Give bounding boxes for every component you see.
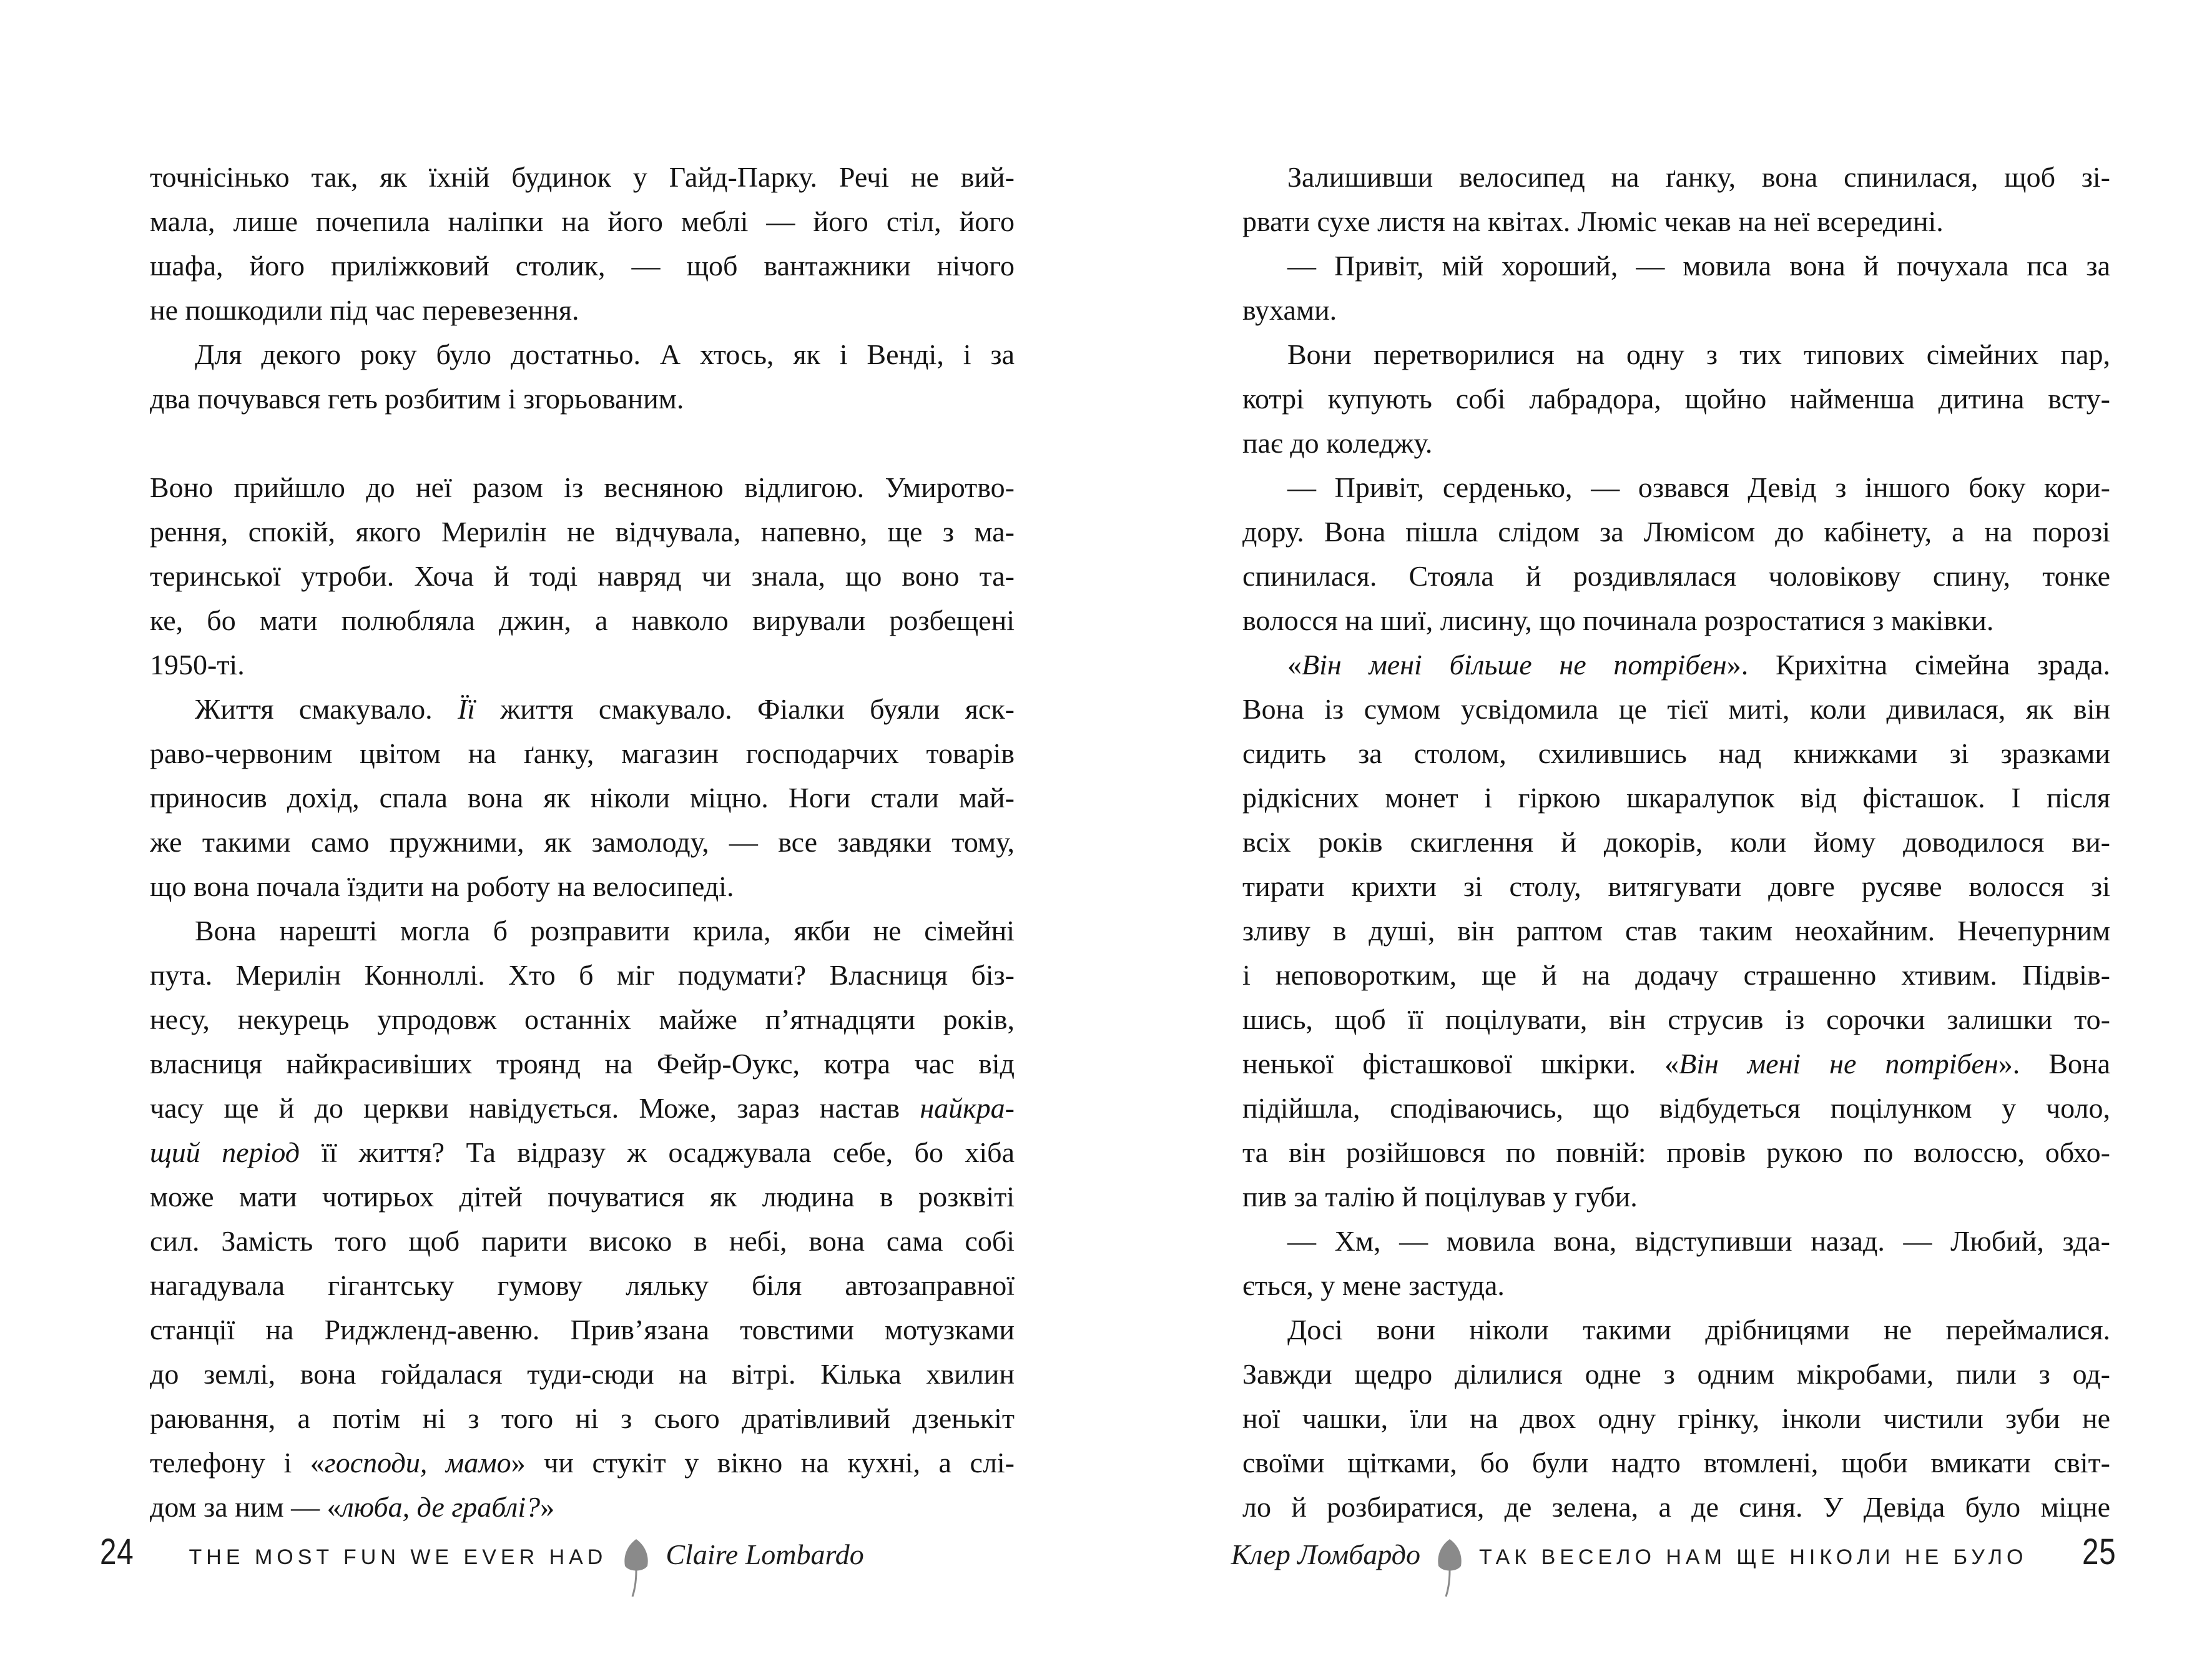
left-page-footer [100, 1531, 864, 1587]
text-line: тирати крихти зі столу, витягувати довге русяве волосся зі [1242, 870, 2110, 902]
text-line: сидить за столом, схилившись над книжками зі зразками [1242, 737, 2110, 769]
text-line: своїми щітками, бо були надто втомлені, щоби вмикати світ- [1242, 1447, 2110, 1479]
text-line: котрі купують собі лабрадора, щойно найменша дитина всту- [1242, 383, 2110, 415]
ginkgo-leaf-icon [1435, 1538, 1464, 1598]
page-number-left: 24 [100, 1532, 134, 1572]
text-line: рення, спокій, якого Мерилін не відчувала, напевно, ще з ма- [150, 516, 1015, 548]
text-line: Завжди щедро ділилися одне з одним мікробами, пили з од- [1242, 1358, 2110, 1390]
text-line: Воно прийшло до неї разом із весняною відлигою. Умиротво- [150, 471, 1015, 503]
text-line: ке, бо мати полюбляла джин, а навколо вирували розбещені [150, 604, 1015, 636]
text-line: станції на Риджленд-авеню. Прив’язана товстими мотузками [150, 1314, 1015, 1346]
text-line: підійшла, сподіваючись, що відбудеться поцілунком у чоло, [1242, 1092, 2110, 1124]
text-line: Вона нарешті могла б розправити крила, якби не сімейні [195, 915, 1015, 947]
text-line: ненької фісташкової шкірки. «Він мені не потрібен». Вона [1242, 1048, 2110, 1080]
text-line: не пошкодили під час перевезення. [150, 294, 579, 326]
text-line: що вона почала їздити на роботу на велосипеді. [150, 870, 734, 902]
text-line: нагадувала гігантську гумову ляльку біля автозаправної [150, 1269, 1015, 1301]
text-line: може мати чотирьох дітей почуватися як людина в розквіті [150, 1181, 1015, 1213]
text-line: ло й розбиратися, де зелена, а де синя. У Девіда було міцне [1242, 1491, 2110, 1523]
text-line: раво-червоним цвітом на ґанку, магазин господарчих товарів [150, 737, 1015, 769]
footer-author-en: Claire Lombardo [666, 1538, 864, 1570]
text-line: шафа, його приліжковий столик, — щоб вантажники нічого [150, 250, 1015, 282]
text-line: «Він мені більше не потрібен». Крихітна сімейна зрада. [1287, 649, 2110, 681]
text-line: пив за талію й поцілував у губи. [1242, 1181, 1638, 1213]
text-line: — Привіт, серденько, — озвався Девід з іншого боку кори- [1287, 471, 2110, 503]
text-line: та він розійшовся по повній: провів рукою по волоссю, обхо- [1242, 1136, 2110, 1168]
footer-book-title-uk: ТАК ВЕСЕЛО НАМ ЩЕ НІКОЛИ НЕ БУЛО [1479, 1545, 2028, 1569]
right-page-footer [1231, 1531, 2116, 1587]
text-line: власниця найкрасивіших троянд на Фейр-Оукс, котра час від [150, 1048, 1015, 1080]
text-line: зливу в душі, він раптом став таким неохайним. Нечепурним [1242, 915, 2110, 947]
text-line: — Хм, — мовила вона, відступивши назад. — Любий, зда- [1287, 1225, 2110, 1257]
text-line: всіх років скиглення й докорів, коли йому доводилося ви- [1242, 826, 2110, 858]
text-line: теринської утроби. Хоча й тоді навряд чи знала, що воно та- [150, 560, 1015, 592]
page-number-right: 25 [2082, 1532, 2116, 1572]
text-line: два почувався геть розбитим і згорьованим. [150, 383, 684, 415]
text-line: Досі вони ніколи такими дрібницями не переймалися. [1287, 1314, 2110, 1346]
text-line: 1950-ті. [150, 649, 245, 681]
left-page-text [150, 155, 1015, 1529]
text-line: пає до коледжу. [1242, 427, 1433, 459]
text-line: Залишивши велосипед на ґанку, вона спинилася, щоб зі- [1287, 161, 2110, 193]
ginkgo-leaf-icon [622, 1538, 651, 1598]
text-line: рідкісних монет і гіркою шкаралупок від фісташок. І після [1242, 782, 2110, 814]
text-line: же такими само пружними, як замолоду, — все завдяки тому, [150, 826, 1015, 858]
text-line: Для декого року було достатньо. А хтось, як і Венді, і за [195, 338, 1015, 370]
text-line: пута. Мерилін Конноллі. Хто б міг подумати? Власниця біз- [150, 959, 1015, 991]
text-line: — Привіт, мій хороший, — мовила вона й почухала пса за [1287, 250, 2110, 282]
right-page [1106, 0, 2212, 1659]
text-line: дору. Вона пішла слідом за Люмісом до кабінету, а на порозі [1242, 516, 2110, 548]
text-line: спинилася. Стояла й роздивлялася чоловікову спину, тонке [1242, 560, 2110, 592]
text-line: мала, лише почепила наліпки на його меблі — його стіл, його [150, 205, 1015, 237]
text-line: волосся на шиї, лисину, що починала розростатися з маківки. [1242, 604, 1994, 636]
text-line: Життя смакувало. Її життя смакувало. Фіалки буяли яск- [195, 693, 1015, 725]
text-line: шись, щоб її поцілувати, він струсив із сорочки залишки то- [1242, 1003, 2110, 1035]
text-line: сил. Замість того щоб парити високо в небі, вона сама собі [150, 1225, 1015, 1257]
right-page-text [1242, 155, 2110, 1529]
text-line: щий період її життя? Та відразу ж осаджувала себе, бо хіба [150, 1136, 1015, 1168]
text-line: раювання, а потім ні з того ні з сього дратівливий дзенькіт [150, 1402, 1015, 1434]
footer-author-uk: Клер Ломбардо [1231, 1538, 1420, 1570]
text-line: приносив дохід, спала вона як ніколи міцно. Ноги стали май- [150, 782, 1015, 814]
text-line: вухами. [1242, 294, 1337, 326]
text-line: дом за ним — «люба, де граблі?» [150, 1491, 555, 1523]
footer-book-title-en: THE MOST FUN WE EVER HAD [189, 1545, 607, 1569]
text-line: ється, у мене застуда. [1242, 1269, 1505, 1301]
text-line: до землі, вона гойдалася туди-сюди на вітрі. Кілька хвилин [150, 1358, 1015, 1390]
text-line: несу, некурець упродовж останніх майже п’ятнадцяти років, [150, 1003, 1015, 1035]
text-line: рвати сухе листя на квітах. Люміс чекав на неї всередині. [1242, 205, 1944, 237]
text-line: і неповоротким, ще й на додачу страшенно хтивим. Підвів- [1242, 959, 2110, 991]
text-line: Вони перетворилися на одну з тих типових сімейних пар, [1287, 338, 2110, 370]
text-line: Вона із сумом усвідомила це тієї миті, коли дивилася, як він [1242, 693, 2110, 725]
text-line: телефону і «господи, мамо» чи стукіт у вікно на кухні, а слі- [150, 1447, 1015, 1479]
text-line: часу ще й до церкви навідується. Може, зараз настав найкра- [150, 1092, 1015, 1124]
text-line: ної чашки, їли на двох одну грінку, інколи чистили зуби не [1242, 1402, 2110, 1434]
text-line: точнісінько так, як їхній будинок у Гайд-Парку. Речі не вий- [150, 161, 1015, 193]
